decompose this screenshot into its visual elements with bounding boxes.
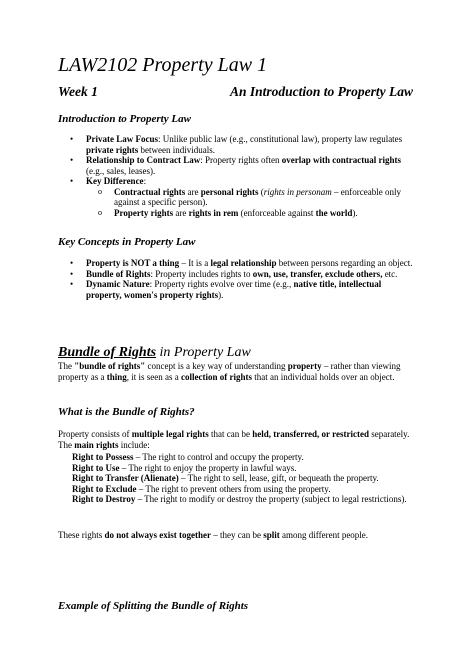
what-paragraph: Property consists of multiple legal rights that can be held, transferred, or restricted separately. The main rights include: — [58, 429, 410, 450]
concept-bullet-dynamic: • Dynamic Nature: Property rights evolve over time (e.g., native title, intellectual property, women's property rights). — [70, 279, 415, 300]
intro-bullet-private-law: • Private Law Focus: Unlike public law (e.g., constitutional law), property law regulates private rights between individuals. — [70, 134, 415, 155]
right-destroy: Right to Destroy – The right to modify or destroy the property (subject to legal restrictions). — [72, 494, 407, 504]
concepts-heading: Key Concepts in Property Law — [58, 236, 196, 248]
intro-bullet-contract-law: • Relationship to Contract Law: Property rights often overlap with contractual rights (e.g., sales, leases). — [70, 155, 415, 176]
concept-bullet-not-a-thing: • Property is NOT a thing – It is a legal relationship between persons regarding an object. — [70, 258, 415, 269]
rights-list — [72, 452, 412, 505]
concepts-list — [70, 258, 415, 300]
week-subtitle: An Introduction to Property Law — [230, 84, 414, 99]
bundle-paragraph: The "bundle of rights" concept is a key way of understanding property – rather than viewing property as a thing, it is seen as a collection of rights that an individual holds over an object. — [58, 361, 401, 382]
intro-list — [70, 134, 415, 218]
concept-bullet-bundle: • Bundle of Rights: Property includes rights to own, use, transfer, exclude others, etc. — [70, 269, 415, 280]
intro-bullet-key-difference: • Key Difference: o Contractual rights are personal rights (rights in personam – enforceable only against a specific person). o Property rights are rights in rem (enforceable against the world). — [70, 176, 415, 218]
document-title: LAW2102 Property Law 1 — [58, 54, 268, 76]
rights-split-paragraph: These rights do not always exist together – they can be split among different people. — [58, 530, 369, 540]
right-possess: Right to Possess – The right to control and occupy the property. — [72, 452, 304, 462]
sub-bullet-property: o Property rights are rights in rem (enforceable against the world). — [86, 208, 415, 219]
what-heading: What is the Bundle of Rights? — [58, 406, 195, 418]
right-exclude: Right to Exclude – The right to prevent others from using the property. — [72, 483, 331, 494]
week-label: Week 1 — [58, 84, 98, 99]
example-heading: Example of Splitting the Bundle of Rights — [58, 600, 249, 612]
sub-bullet-contractual: o Contractual rights are personal rights (rights in personam – enforceable only against a specific person). — [86, 187, 415, 208]
bundle-heading: Bundle of Rights in Property Law — [58, 344, 251, 360]
intro-heading: Introduction to Property Law — [58, 113, 191, 125]
right-use: Right to Use – The right to enjoy the property in lawful ways. — [72, 462, 297, 473]
key-difference-sublist — [86, 187, 415, 219]
right-transfer: Right to Transfer (Alienate) – The right to sell, lease, gift, or bequeath the property. — [72, 473, 379, 483]
